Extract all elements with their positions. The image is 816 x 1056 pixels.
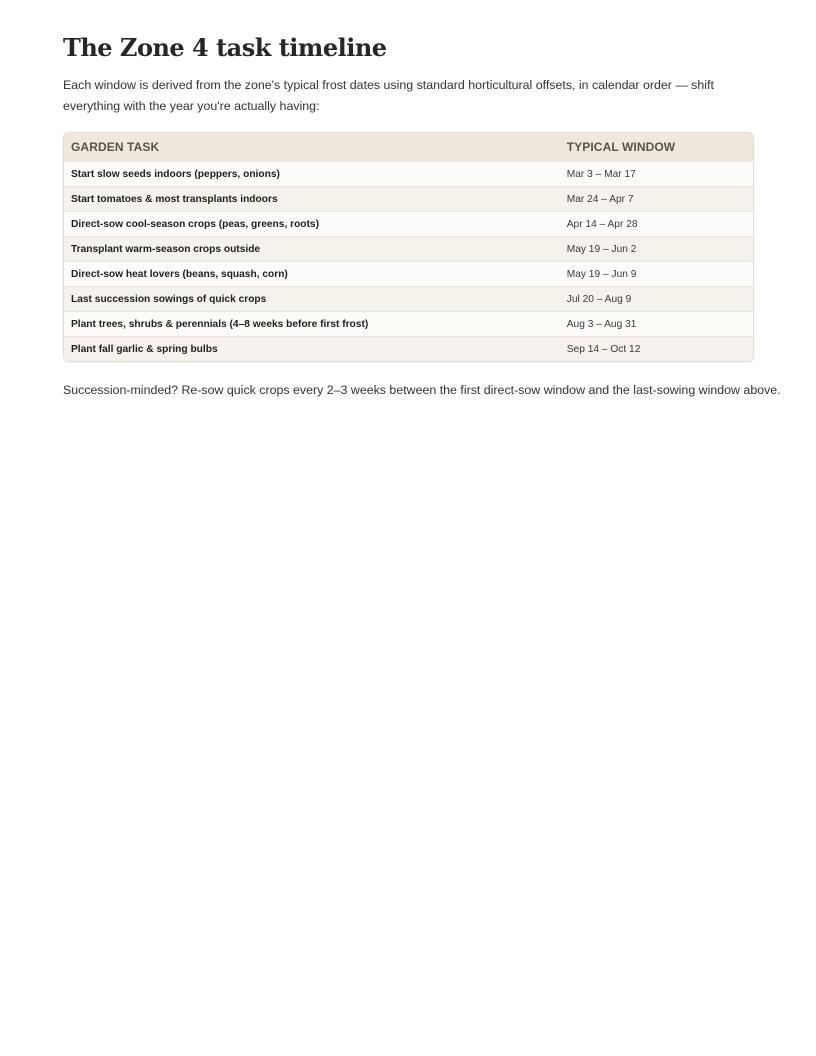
task-cell: Plant trees, shrubs & perennials (4–8 weeks before first frost) <box>64 312 560 337</box>
window-cell: May 19 – Jun 9 <box>560 262 753 287</box>
task-timeline-table <box>63 132 754 362</box>
window-cell: Aug 3 – Aug 31 <box>560 312 753 337</box>
table-row <box>64 187 753 212</box>
window-cell: May 19 – Jun 2 <box>560 237 753 262</box>
table-row <box>64 237 753 262</box>
task-cell: Direct-sow heat lovers (beans, squash, corn) <box>64 262 560 287</box>
table-row <box>64 287 753 312</box>
succession-note: Succession-minded? Re-sow quick crops every 2–3 weeks between the first direct-sow window and the last-sowing window above. <box>63 383 781 397</box>
intro-paragraph: Each window is derived from the zone's typical frost dates using standard horticultural offsets, in calendar order — shift everything with the year you're actually having: <box>63 78 714 113</box>
page-title: The Zone 4 task timeline <box>63 33 387 62</box>
task-cell: Last succession sowings of quick crops <box>64 287 560 312</box>
document <box>63 30 781 399</box>
task-cell: Start tomatoes & most transplants indoors <box>64 187 560 212</box>
window-cell: Jul 20 – Aug 9 <box>560 287 753 312</box>
window-cell: Sep 14 – Oct 12 <box>560 337 753 362</box>
task-cell: Transplant warm-season crops outside <box>64 237 560 262</box>
table-row <box>64 212 753 237</box>
window-cell: Apr 14 – Apr 28 <box>560 212 753 237</box>
column-header-task: GARDEN TASK <box>64 133 560 162</box>
task-cell: Direct-sow cool-season crops (peas, greens, roots) <box>64 212 560 237</box>
window-cell: Mar 3 – Mar 17 <box>560 162 753 187</box>
table-row <box>64 162 753 187</box>
table-row <box>64 312 753 337</box>
window-cell: Mar 24 – Apr 7 <box>560 187 753 212</box>
task-cell: Plant fall garlic & spring bulbs <box>64 337 560 362</box>
table-row <box>64 262 753 287</box>
column-header-window: TYPICAL WINDOW <box>560 133 753 162</box>
table-row <box>64 337 753 362</box>
table-header-row <box>64 133 753 162</box>
task-cell: Start slow seeds indoors (peppers, onions) <box>64 162 560 187</box>
